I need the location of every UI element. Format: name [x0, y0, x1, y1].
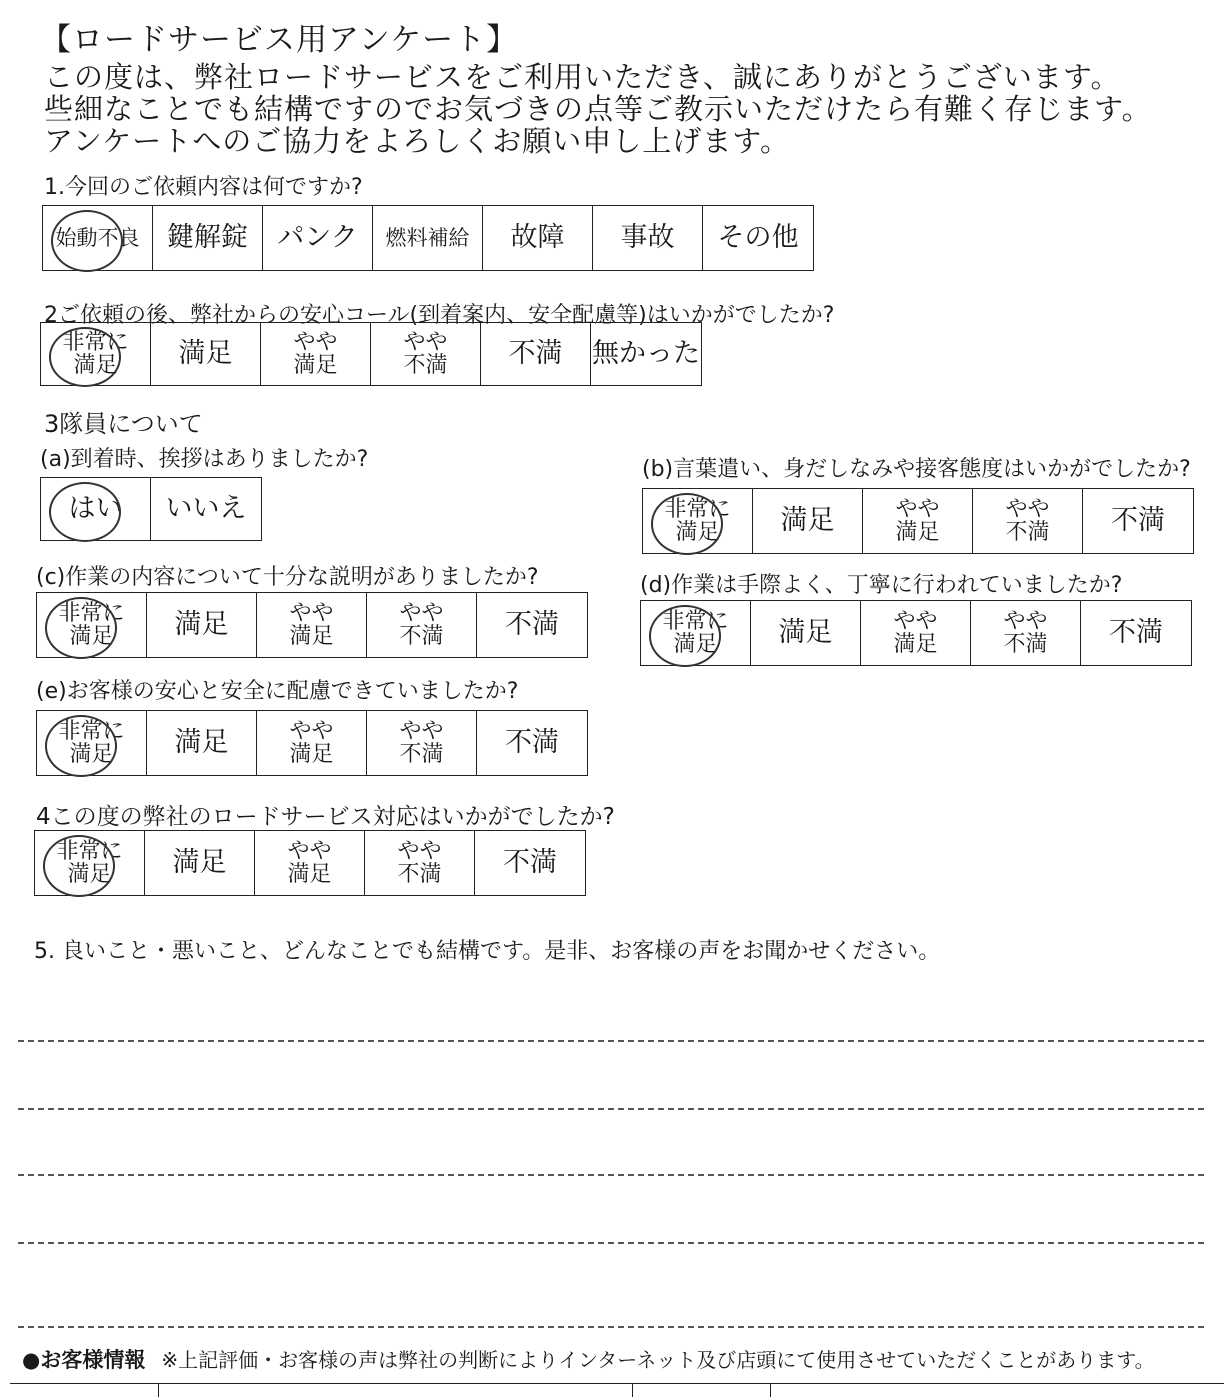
- answer-line-3[interactable]: [18, 1174, 1204, 1176]
- question-3b: (b)言葉遣い、身だしなみや接客態度はいかがでしたか?: [642, 457, 1191, 482]
- option-label: [508, 337, 563, 369]
- option-label: [664, 498, 730, 544]
- option-label-line: 不満: [1005, 520, 1050, 545]
- q3d-option[interactable]: [641, 601, 751, 665]
- option-label-line: 満足: [893, 632, 938, 657]
- option-label-line: 満足: [69, 624, 114, 649]
- option-label: [287, 840, 331, 886]
- q1-option[interactable]: [43, 206, 153, 270]
- option-label: [717, 221, 799, 253]
- question-3a: (a)到着時、挨拶はありましたか?: [40, 447, 369, 472]
- option-label-line: 燃料補給: [385, 225, 470, 250]
- option-label: [505, 726, 559, 758]
- q2-option[interactable]: [261, 323, 371, 385]
- q3d-option[interactable]: [751, 601, 861, 665]
- q4-option[interactable]: [365, 831, 475, 895]
- option-label: [895, 498, 939, 544]
- option-label-line: やや: [399, 718, 444, 744]
- survey-title: 【ロードサービス用アンケート】: [40, 22, 519, 58]
- q3c-option[interactable]: [367, 593, 477, 657]
- option-label-line: パンク: [277, 221, 358, 253]
- option-label: [505, 608, 559, 640]
- option-label: [893, 610, 937, 656]
- option-label-line: 満足: [780, 504, 835, 536]
- option-label-line: やや: [1005, 496, 1050, 522]
- option-label-line: やや: [893, 608, 938, 634]
- option-label-line: 無かった: [592, 337, 700, 369]
- answer-line-5[interactable]: [18, 1326, 1204, 1328]
- option-label-line: 不満: [1003, 632, 1048, 657]
- option-label-line: 非常に: [58, 718, 125, 744]
- option-label-line: 不満: [403, 353, 448, 378]
- q1-option[interactable]: [373, 206, 483, 270]
- q3e-option[interactable]: [37, 711, 147, 775]
- option-label-line: 満足: [73, 353, 118, 378]
- answer-line-4[interactable]: [18, 1242, 1204, 1244]
- option-label-line: 不満: [503, 846, 557, 878]
- question-1: 1.今回のご依頼内容は何ですか?: [44, 175, 363, 200]
- option-label-line: 事故: [620, 221, 675, 253]
- question-3c: (c)作業の内容について十分な説明がありましたか?: [36, 565, 539, 590]
- option-label-line: 非常に: [664, 496, 731, 522]
- option-label: [780, 504, 835, 536]
- q4-option[interactable]: [35, 831, 145, 895]
- q1-option[interactable]: [703, 206, 813, 270]
- option-label-line: 満足: [778, 616, 833, 648]
- option-label-line: 非常に: [58, 600, 125, 626]
- question-3d: (d)作業は手際よく、丁寧に行われていましたか?: [640, 573, 1123, 598]
- option-label-line: 満足: [174, 608, 229, 640]
- option-label: [1003, 610, 1047, 656]
- q1-option[interactable]: [483, 206, 593, 270]
- question-3-heading: 3隊員について: [44, 410, 203, 438]
- answer-line-1[interactable]: [18, 1040, 1204, 1042]
- option-label-line: やや: [289, 718, 334, 744]
- option-label-line: 満足: [178, 337, 233, 369]
- q3a-option[interactable]: [41, 478, 151, 540]
- option-label: [620, 221, 675, 253]
- option-label-line: 満足: [293, 353, 338, 378]
- q3d-option[interactable]: [1081, 601, 1191, 665]
- info-table-top-border: [10, 1383, 1224, 1384]
- option-label: [174, 608, 229, 640]
- q4-option[interactable]: [255, 831, 365, 895]
- option-label-line: 満足: [67, 862, 112, 887]
- q3d-option[interactable]: [861, 601, 971, 665]
- option-label-line: 満足: [174, 726, 229, 758]
- question-5: 5. 良いこと・悪いこと、どんなことでも結構です。是非、お客様の声をお聞かせください。: [34, 939, 941, 964]
- q1-option[interactable]: [153, 206, 263, 270]
- option-label-line: やや: [895, 496, 940, 522]
- intro-line-2: 些細なことでも結構ですのでお気づきの点等ご教示いただけたら有難く存じます。: [44, 92, 1152, 126]
- option-label: [174, 726, 229, 758]
- q3b-option[interactable]: [863, 489, 973, 553]
- q3b-options: [642, 488, 1194, 554]
- option-label-line: 故障: [510, 221, 565, 253]
- option-label: [62, 331, 128, 377]
- option-label-line: 非常に: [662, 608, 729, 634]
- option-label: [289, 602, 333, 648]
- q3a-option[interactable]: [151, 478, 261, 540]
- option-label: [277, 221, 358, 253]
- q4-options: [34, 830, 586, 896]
- option-label-line: 満足: [289, 624, 334, 649]
- q4-option[interactable]: [475, 831, 585, 895]
- q3e-option[interactable]: [367, 711, 477, 775]
- q2-option[interactable]: [481, 323, 591, 385]
- option-label-line: 鍵解錠: [167, 221, 248, 253]
- q3a-options: [40, 477, 262, 541]
- option-label-line: やや: [403, 329, 448, 355]
- option-label-line: 不満: [505, 608, 559, 640]
- q1-option[interactable]: [263, 206, 373, 270]
- option-label: [1109, 616, 1163, 648]
- q3b-option[interactable]: [1083, 489, 1193, 553]
- intro-line-1: この度は、弊社ロードサービスをご利用いただき、誠にありがとうございます。: [44, 60, 1121, 94]
- q3e-option[interactable]: [147, 711, 257, 775]
- option-label: [386, 227, 470, 249]
- q2-option[interactable]: [591, 323, 701, 385]
- option-label: [58, 602, 124, 648]
- option-label-line: 満足: [673, 632, 718, 657]
- q3c-option[interactable]: [257, 593, 367, 657]
- option-label: [289, 720, 333, 766]
- option-label-line: やや: [397, 838, 442, 864]
- q1-options: [42, 205, 814, 271]
- option-label-line: 満足: [287, 862, 332, 887]
- option-label: [399, 720, 443, 766]
- option-label-line: やや: [1003, 608, 1048, 634]
- option-label-line: やや: [289, 600, 334, 626]
- option-label-line: いいえ: [165, 492, 247, 524]
- option-label: [592, 337, 700, 369]
- option-label: [165, 492, 247, 524]
- q3e-option[interactable]: [477, 711, 587, 775]
- option-label-line: やや: [293, 329, 338, 355]
- option-label-line: 不満: [1111, 504, 1165, 536]
- customer-info-row: [22, 1344, 1155, 1374]
- q2-option[interactable]: [41, 323, 151, 385]
- q3c-options: [36, 592, 588, 658]
- q3b-option[interactable]: [753, 489, 863, 553]
- question-3e: (e)お客様の安心と安全に配慮できていましたか?: [36, 679, 519, 704]
- option-label-line: 満足: [895, 520, 940, 545]
- question-4: 4この度の弊社のロードサービス対応はいかがでしたか?: [36, 804, 615, 830]
- q3b-option[interactable]: [643, 489, 753, 553]
- option-label-line: 満足: [675, 520, 720, 545]
- option-label-line: 満足: [69, 742, 114, 767]
- option-label: [68, 492, 123, 524]
- option-label: [397, 840, 441, 886]
- q3d-options: [640, 600, 1192, 666]
- option-label-line: やや: [399, 600, 444, 626]
- option-label-line: 非常に: [56, 838, 123, 864]
- option-label-line: 不満: [399, 742, 444, 767]
- option-label: [510, 221, 565, 253]
- q2-option[interactable]: [151, 323, 261, 385]
- q3c-option[interactable]: [147, 593, 257, 657]
- q3d-option[interactable]: [971, 601, 1081, 665]
- q3c-option[interactable]: [37, 593, 147, 657]
- option-label: [172, 846, 227, 878]
- option-label: [662, 610, 728, 656]
- option-label-line: 満足: [289, 742, 334, 767]
- q3e-option[interactable]: [257, 711, 367, 775]
- q3b-option[interactable]: [973, 489, 1083, 553]
- intro-line-3: アンケートへのご協力をよろしくお願い申し上げます。: [44, 124, 790, 158]
- option-label-line: 不満: [1109, 616, 1163, 648]
- q4-option[interactable]: [145, 831, 255, 895]
- option-label: [403, 331, 447, 377]
- option-label-line: 不満: [397, 862, 442, 887]
- question-2: 2ご依頼の後、弊社からの安心コール(到着案内、安全配慮等)はいかがでしたか?: [44, 303, 835, 328]
- option-label: [167, 221, 248, 253]
- option-label-line: 満足: [172, 846, 227, 878]
- option-label-line: はい: [68, 492, 123, 524]
- option-label-line: 不満: [508, 337, 563, 369]
- q2-option[interactable]: [371, 323, 481, 385]
- answer-line-2[interactable]: [18, 1108, 1204, 1110]
- option-label-line: 非常に: [62, 329, 129, 355]
- q2-options: [40, 322, 702, 386]
- customer-info-label: ●お客様情報: [22, 1348, 146, 1372]
- q1-option[interactable]: [593, 206, 703, 270]
- q3c-option[interactable]: [477, 593, 587, 657]
- option-label: [178, 337, 233, 369]
- option-label: [56, 227, 140, 249]
- option-label: [58, 720, 124, 766]
- q3e-options: [36, 710, 588, 776]
- option-label: [293, 331, 337, 377]
- option-label-line: 不満: [505, 726, 559, 758]
- option-label: [399, 602, 443, 648]
- usage-note: ※上記評価・お客様の声は弊社の判断によりインターネット及び店頭にて使用させていただくことがあります。: [161, 1348, 1155, 1372]
- option-label: [503, 846, 557, 878]
- option-label: [1005, 498, 1049, 544]
- option-label-line: 不満: [399, 624, 444, 649]
- option-label: [56, 840, 122, 886]
- option-label: [1111, 504, 1165, 536]
- option-label-line: 始動不良: [55, 225, 140, 250]
- option-label-line: やや: [287, 838, 332, 864]
- option-label: [778, 616, 833, 648]
- option-label-line: その他: [717, 221, 799, 253]
